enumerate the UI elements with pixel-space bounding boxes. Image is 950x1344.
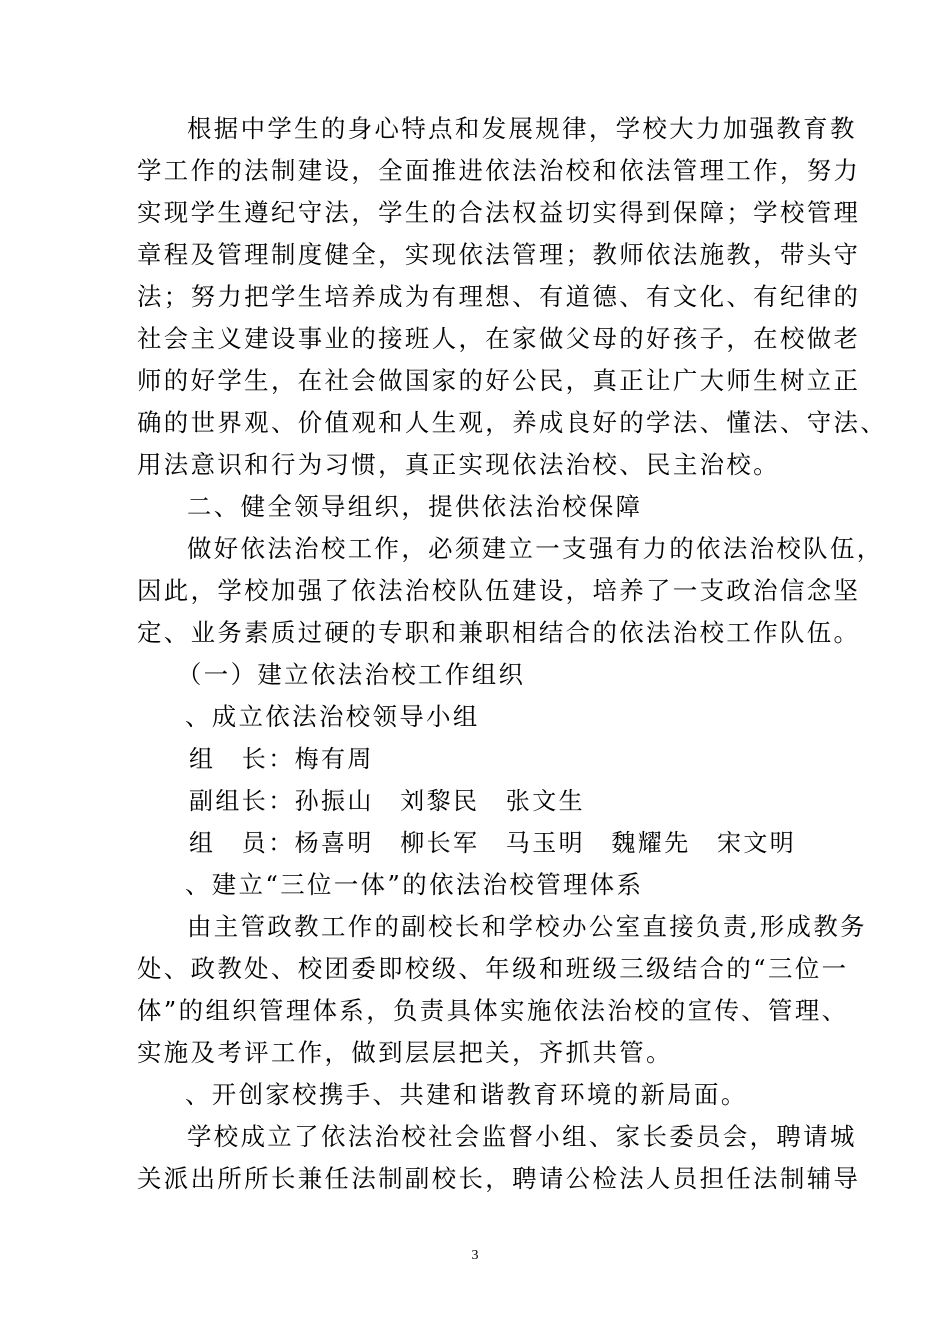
subsection-heading: （一）建立依法治校工作组织 bbox=[177, 660, 526, 689]
team-members-line: 组 员：杨喜明 柳长军 马玉明 魏耀先 宋文明 bbox=[189, 829, 797, 857]
section-heading: 二、健全领导组织，提供依法治校保障 bbox=[187, 492, 643, 521]
list-item-heading: 、成立依法治校领导小组 bbox=[185, 702, 480, 731]
paragraph-line: 体”的组织管理体系，负责具体实施依法治校的宣传、管理、 bbox=[137, 996, 849, 1025]
paragraph-line: 确的世界观、价值观和人生观，养成良好的学法、懂法、守法、 bbox=[137, 408, 888, 437]
paragraph-line: 实施及考评工作，做到层层把关，齐抓共管。 bbox=[137, 1038, 673, 1067]
team-leader-line: 组 长：梅有周 bbox=[189, 745, 374, 773]
paragraph-line: 由主管政教工作的副校长和学校办公室直接负责,形成教务 bbox=[187, 912, 867, 941]
paragraph-line: 定、业务素质过硬的专职和兼职相结合的依法治校工作队伍。 bbox=[137, 618, 861, 647]
paragraph-line: 关派出所所长兼任法制副校长，聘请公检法人员担任法制辅导 bbox=[137, 1164, 861, 1193]
list-item-heading: 、建立“三位一体”的依法治校管理体系 bbox=[185, 870, 644, 899]
paragraph-line: 学校成立了依法治校社会监督小组、家长委员会，聘请城 bbox=[187, 1122, 857, 1151]
paragraph-line: 根据中学生的身心特点和发展规律，学校大力加强教育教 bbox=[187, 114, 857, 143]
list-item-heading: 、开创家校携手、共建和谐教育环境的新局面。 bbox=[185, 1080, 748, 1109]
paragraph-line: 处、政教处、校团委即校级、年级和班级三级结合的“三位一 bbox=[137, 954, 849, 983]
page-number: 3 bbox=[471, 1248, 479, 1263]
paragraph-line: 用法意识和行为习惯，真正实现依法治校、民主治校。 bbox=[137, 450, 780, 479]
paragraph-line: 做好依法治校工作，必须建立一支强有力的依法治校队伍， bbox=[187, 534, 884, 563]
paragraph-line: 社会主义建设事业的接班人，在家做父母的好孩子，在校做老 bbox=[137, 324, 861, 353]
paragraph-line: 法；努力把学生培养成为有理想、有道德、有文化、有纪律的 bbox=[137, 282, 861, 311]
paragraph-line: 学工作的法制建设，全面推进依法治校和依法管理工作，努力 bbox=[137, 156, 861, 185]
paragraph-line: 实现学生遵纪守法，学生的合法权益切实得到保障；学校管理 bbox=[137, 198, 861, 227]
document-body bbox=[137, 108, 888, 1200]
paragraph-line: 因此，学校加强了依法治校队伍建设，培养了一支政治信念坚 bbox=[137, 576, 861, 605]
paragraph-line: 师的好学生，在社会做国家的好公民，真正让广大师生树立正 bbox=[137, 366, 861, 395]
paragraph-line: 章程及管理制度健全，实现依法管理；教师依法施教，带头守 bbox=[137, 240, 861, 269]
deputy-leader-line: 副组长：孙振山 刘黎民 张文生 bbox=[189, 787, 585, 815]
